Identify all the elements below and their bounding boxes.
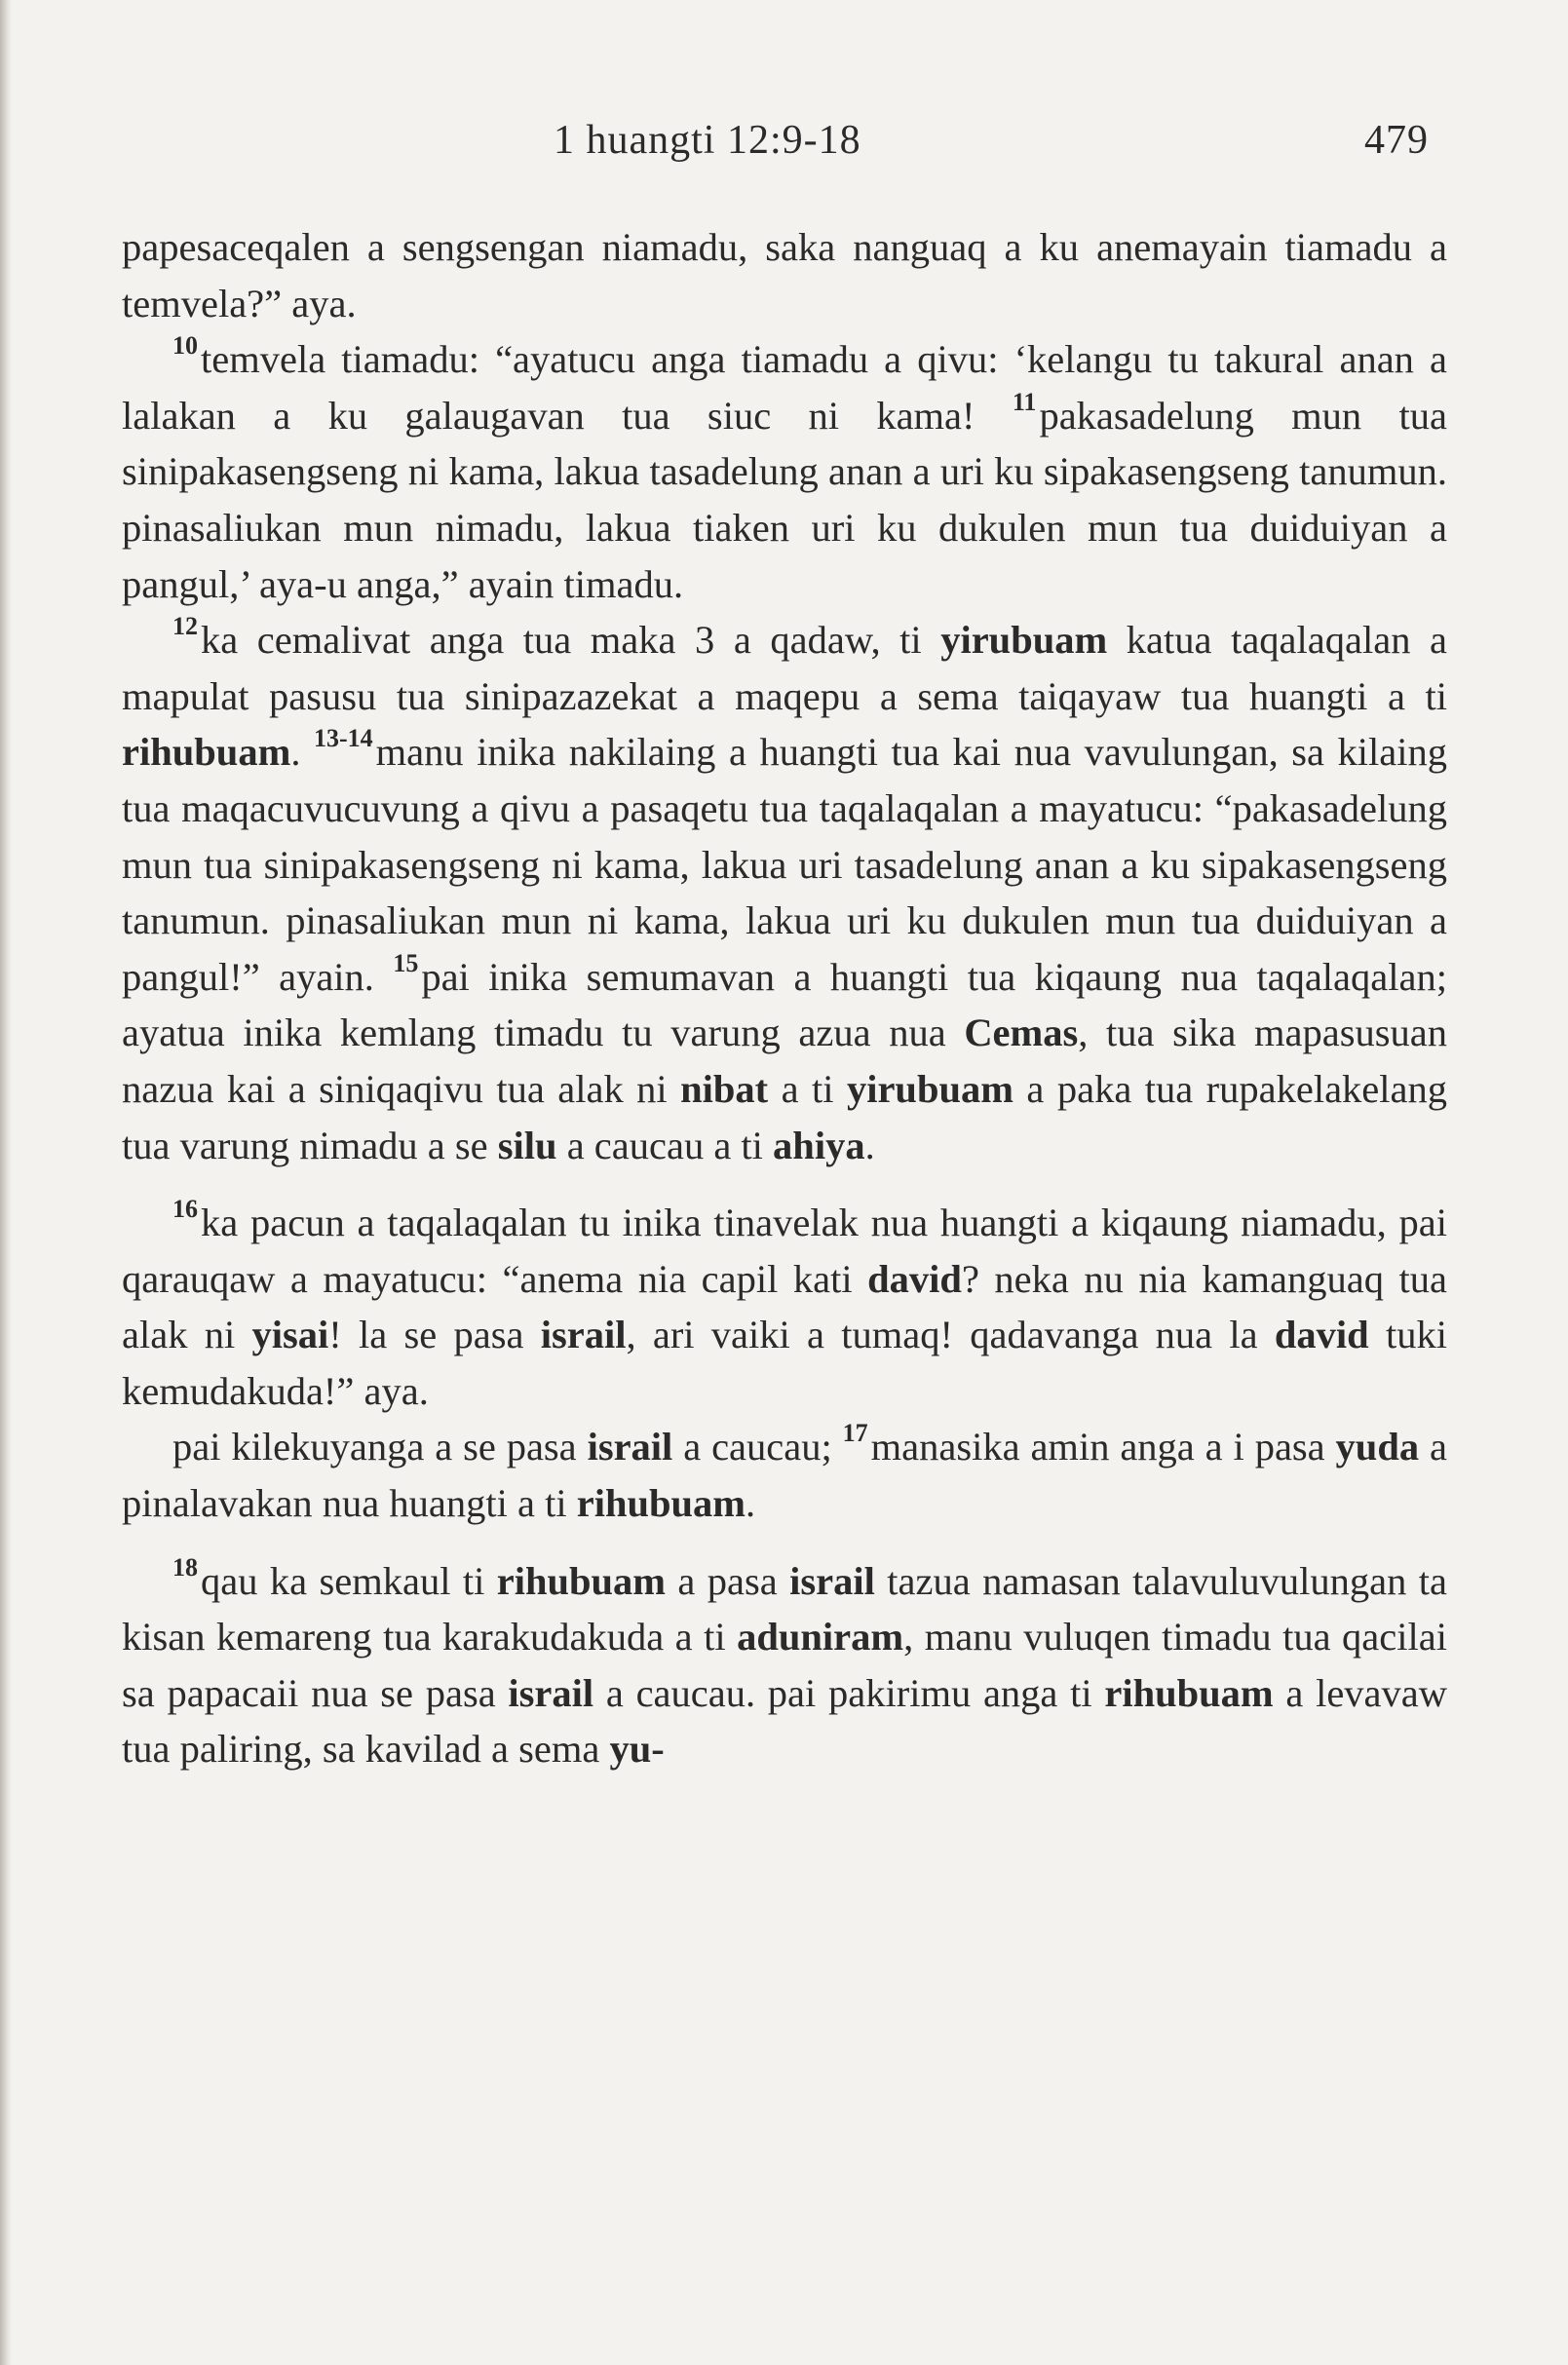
body-text bbox=[122, 219, 1447, 1777]
text-run: , tua sika mapasusuan nazua kai a siniqaqivu tua alak ni bbox=[122, 1011, 1447, 1111]
text-run: a caucau. pai pakirimu anga ti bbox=[593, 1670, 1105, 1715]
text-run: katua taqalaqalan a mapulat pasusu tua sinipazazekat a maqepu a sema taiqayaw tua huangti a ti bbox=[122, 618, 1447, 718]
proper-name: aduniram bbox=[737, 1615, 904, 1659]
proper-name: israil bbox=[540, 1313, 627, 1357]
text-run: manasika amin anga a i pasa bbox=[870, 1425, 1336, 1469]
verse-number: 13-14 bbox=[314, 724, 373, 753]
text-run: pai kilekuyanga a se pasa bbox=[172, 1425, 588, 1469]
proper-name: david bbox=[1274, 1313, 1369, 1357]
proper-name: rihubuam bbox=[576, 1481, 746, 1526]
paragraph-p1 bbox=[122, 219, 1447, 331]
paragraph-p4 bbox=[122, 1195, 1447, 1419]
text-run: a caucau; bbox=[672, 1425, 843, 1469]
text-run: temvela tiamadu: “ayatucu anga tiamadu a qivu: ‘kelangu tu takural anan a lalakan a ku galaugavan tua siuc ni kama! bbox=[122, 337, 1447, 438]
text-run: a caucau a ti bbox=[556, 1123, 774, 1167]
text-run: ? neka nu nia kamanguaq tua alak ni bbox=[122, 1256, 1447, 1357]
paragraph-p5 bbox=[122, 1419, 1447, 1531]
text-run: ka cemalivat anga tua maka 3 a qadaw, ti bbox=[201, 618, 941, 663]
text-run: manu inika nakilaing a huangti tua kai nua vavulungan, sa kilaing tua maqacuvucuvung a qivu a pasaqetu tua taqalaqalan a mayatucu: “pakasadelung mun tua sinipakasengseng ni kama, lakua uri tasadelung anan a ku sipakasengseng tanumun. pinasaliukan mun ni kama, lakua uri ku dukulen mun tua duiduiyan a pangul!” ayain. bbox=[122, 730, 1448, 999]
proper-name: Cemas bbox=[964, 1011, 1079, 1055]
running-title: 1 huangti 12:9-18 bbox=[554, 118, 861, 163]
text-run: a levavaw tua paliring, sa kavilad a sema bbox=[122, 1670, 1447, 1772]
text-run: . bbox=[290, 730, 314, 775]
paragraph-p6 bbox=[122, 1553, 1447, 1777]
proper-name: rihubuam bbox=[496, 1558, 667, 1603]
text-run: . bbox=[864, 1123, 875, 1167]
text-run: a ti bbox=[768, 1066, 847, 1111]
text-run: a pasa bbox=[666, 1558, 790, 1603]
proper-name: david bbox=[867, 1256, 962, 1301]
verse-number: 12 bbox=[172, 612, 198, 641]
text-run: tazua namasan talavuluvulungan ta kisan kemareng tua karakudakuda a ti bbox=[122, 1558, 1447, 1659]
proper-name: israil bbox=[508, 1670, 594, 1715]
text-run: papesaceqalen a sengsengan niamadu, saka nanguaq a ku anemayain tiamadu a temvela?” aya. bbox=[122, 225, 1447, 325]
text-run: pai inika semumavan a huangti tua kiqaung nua taqalaqalan; ayatua inika kemlang timadu tu varung azua nua bbox=[122, 954, 1447, 1055]
proper-name: israil bbox=[789, 1558, 875, 1603]
paragraph-p3 bbox=[122, 612, 1447, 1173]
paragraph-p2 bbox=[122, 331, 1447, 612]
proper-name: yisai bbox=[251, 1313, 329, 1357]
page-header bbox=[0, 109, 1568, 177]
proper-name: yuda bbox=[1335, 1425, 1420, 1469]
text-run: pakasadelung mun tua sinipakasengseng ni kama, lakua tasadelung anan a uri ku sipakasengseng tanumun. pinasaliukan mun nimadu, lakua tiaken uri ku dukulen mun tua duiduiyan a pangul,’ aya-u anga,” ayain timadu. bbox=[122, 393, 1447, 606]
text-run: , manu vuluqen timadu tua qacilai sa papacaii nua se pasa bbox=[122, 1615, 1447, 1715]
text-run: . bbox=[746, 1481, 756, 1526]
proper-name: rihubuam bbox=[1104, 1670, 1274, 1715]
verse-number: 17 bbox=[842, 1419, 868, 1448]
proper-name: yirubuam bbox=[846, 1066, 1013, 1111]
text-run: tuki kemudakuda!” aya. bbox=[122, 1313, 1447, 1413]
verse-number: 18 bbox=[172, 1552, 198, 1582]
proper-name: nibat bbox=[680, 1066, 769, 1111]
verse-number: 16 bbox=[172, 1195, 198, 1224]
verse-number: 11 bbox=[1012, 387, 1037, 416]
text-run: ka pacun a taqalaqalan tu inika tinavelak nua huangti a kiqaung niamadu, pai qarauqaw a mayatucu: “anema nia capil kati bbox=[122, 1201, 1447, 1301]
proper-name: israil bbox=[587, 1425, 673, 1469]
proper-name: rihubuam bbox=[122, 730, 291, 775]
proper-name: silu bbox=[497, 1123, 557, 1167]
text-run: qau ka semkaul ti bbox=[201, 1558, 497, 1603]
proper-name: yu- bbox=[609, 1727, 665, 1772]
text-run: ! la se pasa bbox=[328, 1313, 541, 1357]
verse-number: 15 bbox=[393, 948, 419, 977]
text-run: a pinalavakan nua huangti a ti bbox=[122, 1425, 1447, 1526]
text-run: , ari vaiki a tumaq! qadavanga nua la bbox=[626, 1313, 1275, 1357]
verse-number: 10 bbox=[172, 331, 198, 361]
page-binding-edge bbox=[0, 0, 12, 2365]
proper-name: ahiya bbox=[773, 1123, 865, 1167]
text-run: a paka tua rupakelakelang tua varung nimadu a se bbox=[122, 1066, 1448, 1167]
proper-name: yirubuam bbox=[940, 618, 1108, 663]
page-number: 479 bbox=[1364, 118, 1429, 163]
